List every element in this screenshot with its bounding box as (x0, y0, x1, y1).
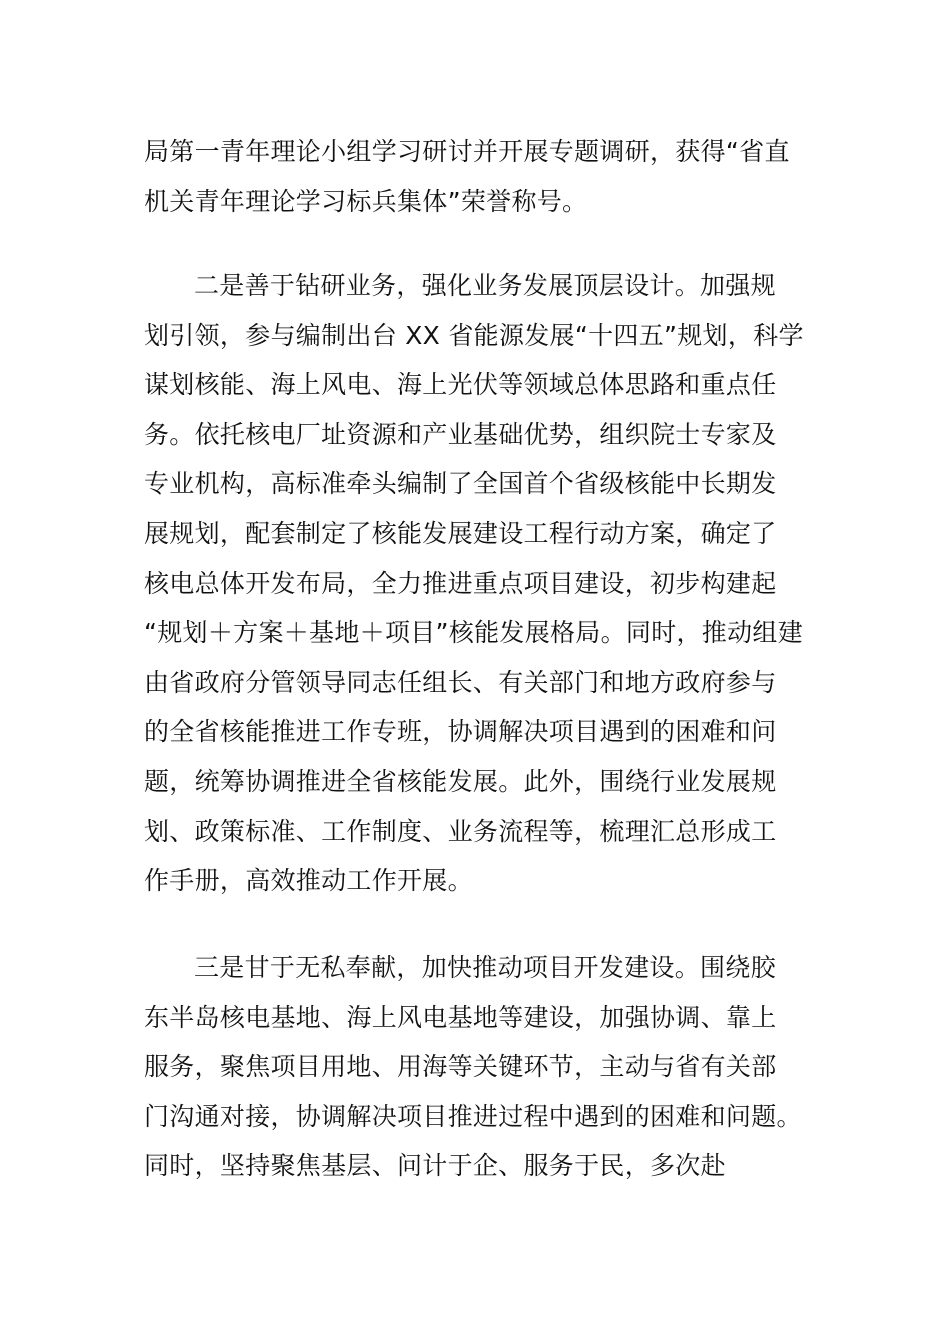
text-line: 门沟通对接，协调解决项目推进过程中遇到的困难和问题。 (144, 1102, 802, 1131)
text-line: 划、政策标准、工作制度、业务流程等，梳理汇总形成工 (144, 817, 777, 846)
text-line: 核电总体开发布局，全力推进重点项目建设，初步构建起 (144, 569, 777, 598)
text-line: 划引领，参与编制出台 XX 省能源发展“十四五”规划，科学 (144, 321, 804, 350)
text-line: 服务，聚焦项目用地、用海等关键环节，主动与省有关部 (144, 1052, 777, 1081)
text-line: 同时，坚持聚焦基层、问计于企、服务于民，多次赴 (144, 1151, 726, 1180)
text-line: “规划＋方案＋基地＋项目”核能发展格局。同时，推动组建 (144, 618, 804, 647)
text-line: 的全省核能推进工作专班，协调解决项目遇到的困难和问 (144, 717, 777, 746)
text-line: 局第一青年理论小组学习研讨并开展专题调研，获得“省直 (144, 137, 790, 166)
text-line: 由省政府分管领导同志任组长、有关部门和地方政府参与 (144, 668, 777, 697)
text-line: 东半岛核电基地、海上风电基地等建设，加强协调、靠上 (144, 1003, 777, 1032)
text-line: 题，统筹协调推进全省核能发展。此外，围绕行业发展规 (144, 767, 777, 796)
text-line: 三是甘于无私奉献，加快推动项目开发建设。围绕胶 (194, 953, 776, 982)
text-line: 二是善于钻研业务，强化业务发展顶层设计。加强规 (194, 271, 776, 300)
text-line: 机关青年理论学习标兵集体”荣誉称号。 (144, 187, 588, 216)
text-line: 谋划核能、海上风电、海上光伏等领域总体思路和重点任 (144, 370, 777, 399)
text-line: 务。依托核电厂址资源和产业基础优势，组织院士专家及 (144, 420, 777, 449)
text-line: 作手册，高效推动工作开展。 (144, 866, 473, 895)
text-line: 专业机构，高标准牵头编制了全国首个省级核能中长期发 (144, 469, 777, 498)
text-line: 展规划，配套制定了核能发展建设工程行动方案，确定了 (144, 519, 777, 548)
